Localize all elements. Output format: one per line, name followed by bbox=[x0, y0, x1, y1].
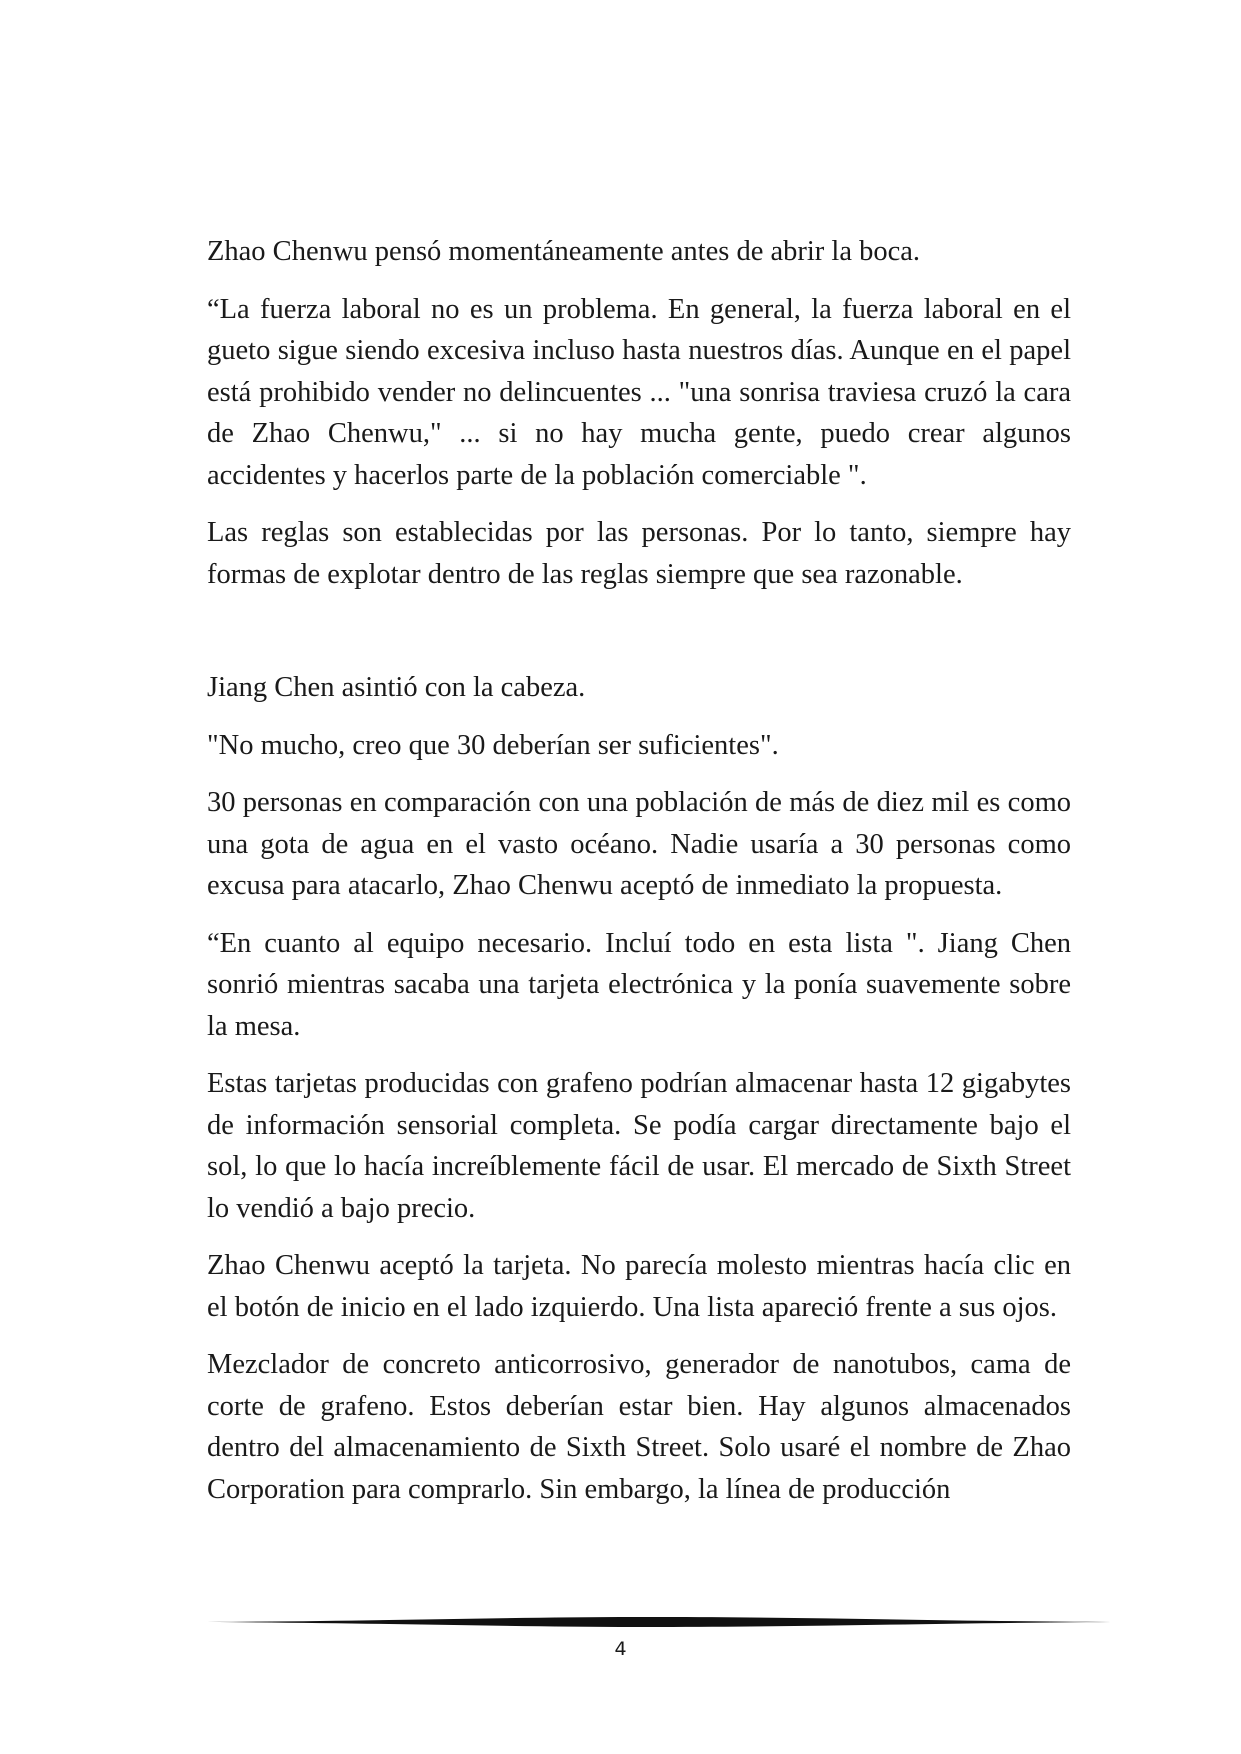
footer-divider-rule bbox=[207, 1614, 1111, 1630]
paragraph-8: Estas tarjetas producidas con grafeno podrían almacenar hasta 12 gigabytes de información sensorial completa. Se podía cargar directamente bajo el sol, lo que lo hacía increíblemente fácil de usar. El mercado de Sixth Street lo vendió a bajo precio. bbox=[207, 1068, 1071, 1224]
paragraph-1: Zhao Chenwu pensó momentáneamente antes de abrir la boca. bbox=[207, 236, 921, 267]
paragraph-3: Las reglas son establecidas por las personas. Por lo tanto, siempre hay formas de explotar dentro de las reglas siempre que sea razonable. bbox=[207, 517, 1071, 590]
body-text bbox=[207, 231, 1071, 1526]
paragraph-7: “En cuanto al equipo necesario. Incluí todo en esta lista ". Jiang Chen sonrió mientras sacaba una tarjeta electrónica y la ponía suavemente sobre la mesa. bbox=[207, 927, 1071, 1042]
footer-divider-shape bbox=[207, 1617, 1111, 1627]
paragraph-6: 30 personas en comparación con una población de más de diez mil es como una gota de agua en el vasto océano. Nadie usaría a 30 personas como excusa para atacarlo, Zhao Chenwu aceptó de inmediato la propuesta. bbox=[207, 787, 1071, 901]
page-number: 4 bbox=[614, 1638, 627, 1660]
paragraph-9: Zhao Chenwu aceptó la tarjeta. No parecía molesto mientras hacía clic en el botón de inicio en el lado izquierdo. Una lista apareció frente a sus ojos. bbox=[207, 1250, 1071, 1323]
paragraph-5: "No mucho, creo que 30 deberían ser suficientes". bbox=[207, 729, 779, 761]
paragraph-4: Jiang Chen asintió con la cabeza. bbox=[207, 672, 586, 703]
paragraph-2: “La fuerza laboral no es un problema. En general, la fuerza laboral en el gueto sigue siendo excesiva incluso hasta nuestros días. Aunque en el papel está prohibido vender no delincuentes ... "una sonrisa traviesa cruzó la cara de Zhao Chenwu," ... si no hay mucha gente, puedo crear algunos accidentes y hacerlos parte de la población comerciable ". bbox=[207, 293, 1071, 491]
paragraph-10: Mezclador de concreto anticorrosivo, generador de nanotubos, cama de corte de grafeno. Estos deberían estar bien. Hay algunos almacenados dentro del almacenamiento de Sixth Street. Solo usaré el nombre de Zhao Corporation para comprarlo. Sin embargo, la línea de producción bbox=[207, 1349, 1071, 1505]
